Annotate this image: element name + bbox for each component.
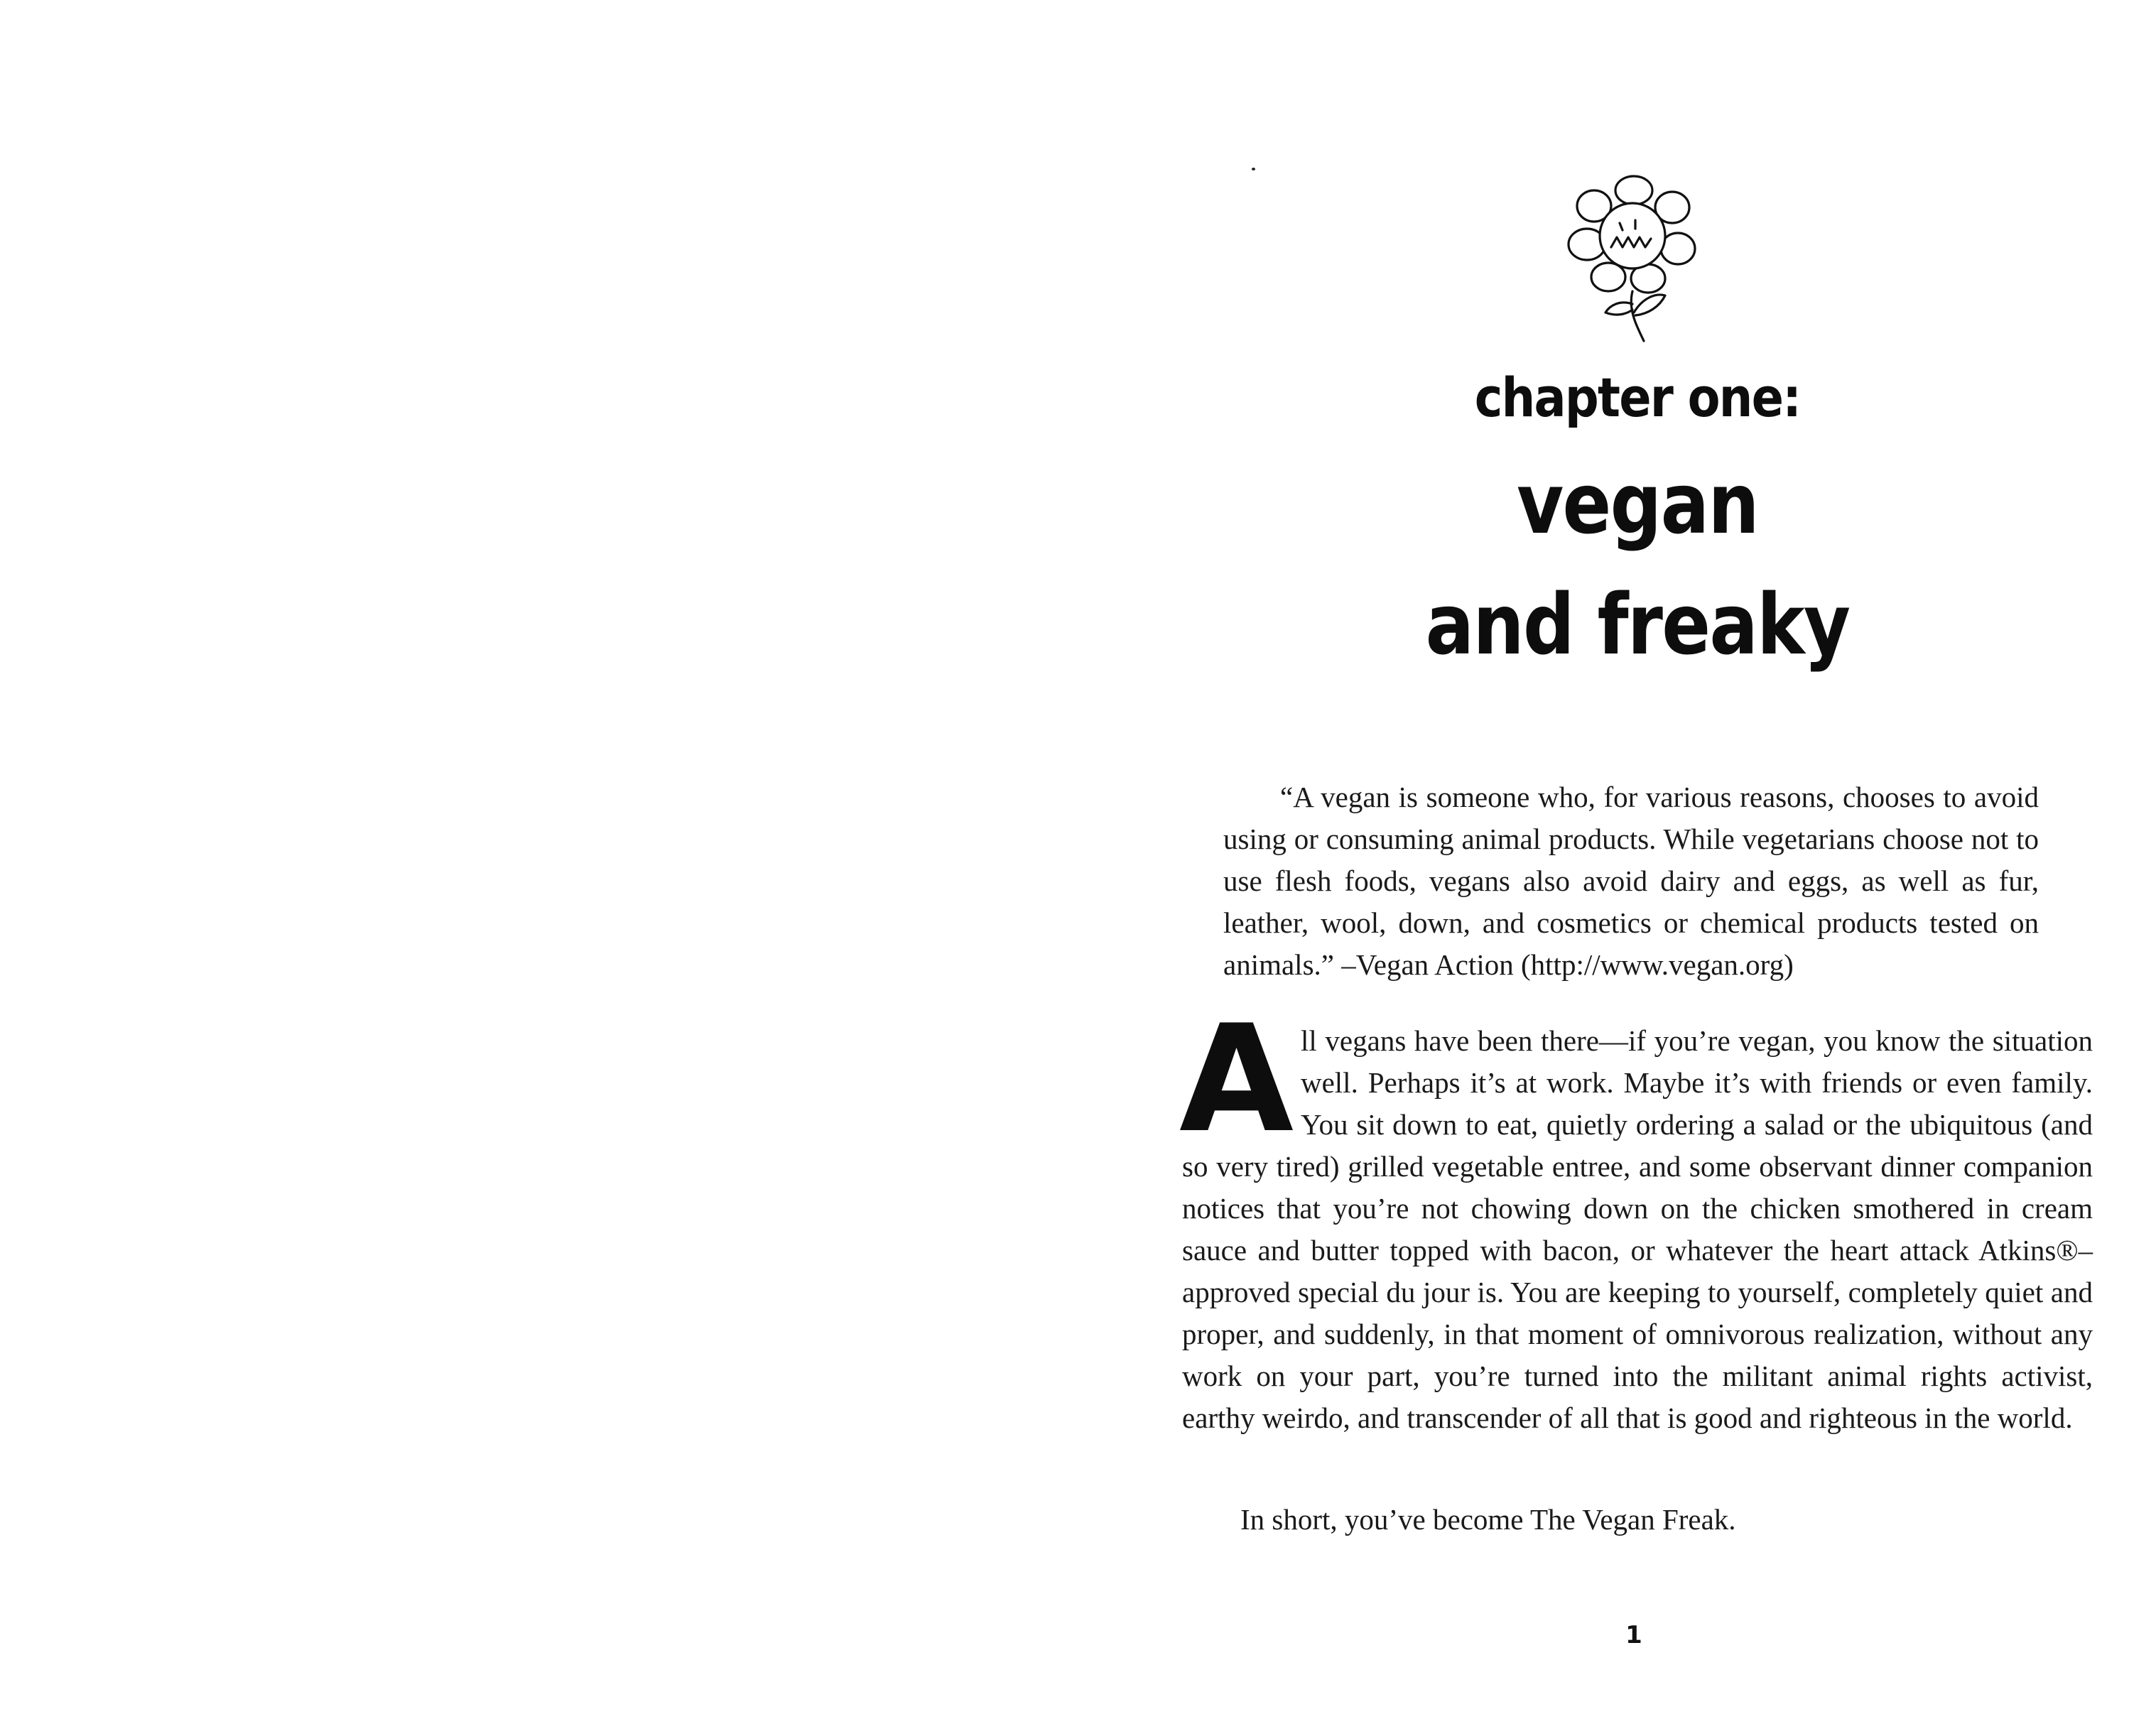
- flower-icon: [1549, 170, 1719, 348]
- body-paragraph-1: [1179, 994, 2093, 1439]
- chapter-title-line-2: and freaky: [1425, 575, 1850, 673]
- drop-cap: A: [1179, 994, 1294, 1166]
- chapter-label: chapter one:: [1474, 366, 1801, 429]
- page-number: 1: [1625, 1621, 1642, 1649]
- body-paragraph-1-text: ll vegans have been there—if you’re vegan, you know the situation well. Perhaps it’s at work. Maybe it’s with friends or even family. You sit down to eat, quietly ordering a salad or the ubiquitous (and so very tired) grilled vegetable entree, and some observant dinner companion notices that you’re not chowing down on the chicken smothered in cream sauce and butter topped with bacon, or whatever the heart attack Atkins®–approved special du jour is. You are keeping to yourself, completely quiet and proper, and suddenly, in that moment of omnivorous realization, without any work on your part, you’re turned into the militant animal rights activist, earthy weirdo, and transcender of all that is good and righteous in the world.: [1182, 1024, 2093, 1434]
- epigraph-quote: “A vegan is someone who, for various reasons, chooses to avoid using or consuming animal products. While vegetarians choose not to use flesh foods, vegans also avoid dairy and eggs, as well as fur, leather, wool, down, and cosmetics or chemical products tested on animals.” –Vegan Action (http://www.vegan.org): [1223, 781, 2039, 981]
- scan-speck: [1252, 168, 1255, 170]
- body-paragraph-2: In short, you’ve become The Vegan Freak.: [1240, 1503, 1736, 1536]
- chapter-title-line-1: vegan: [1517, 455, 1758, 553]
